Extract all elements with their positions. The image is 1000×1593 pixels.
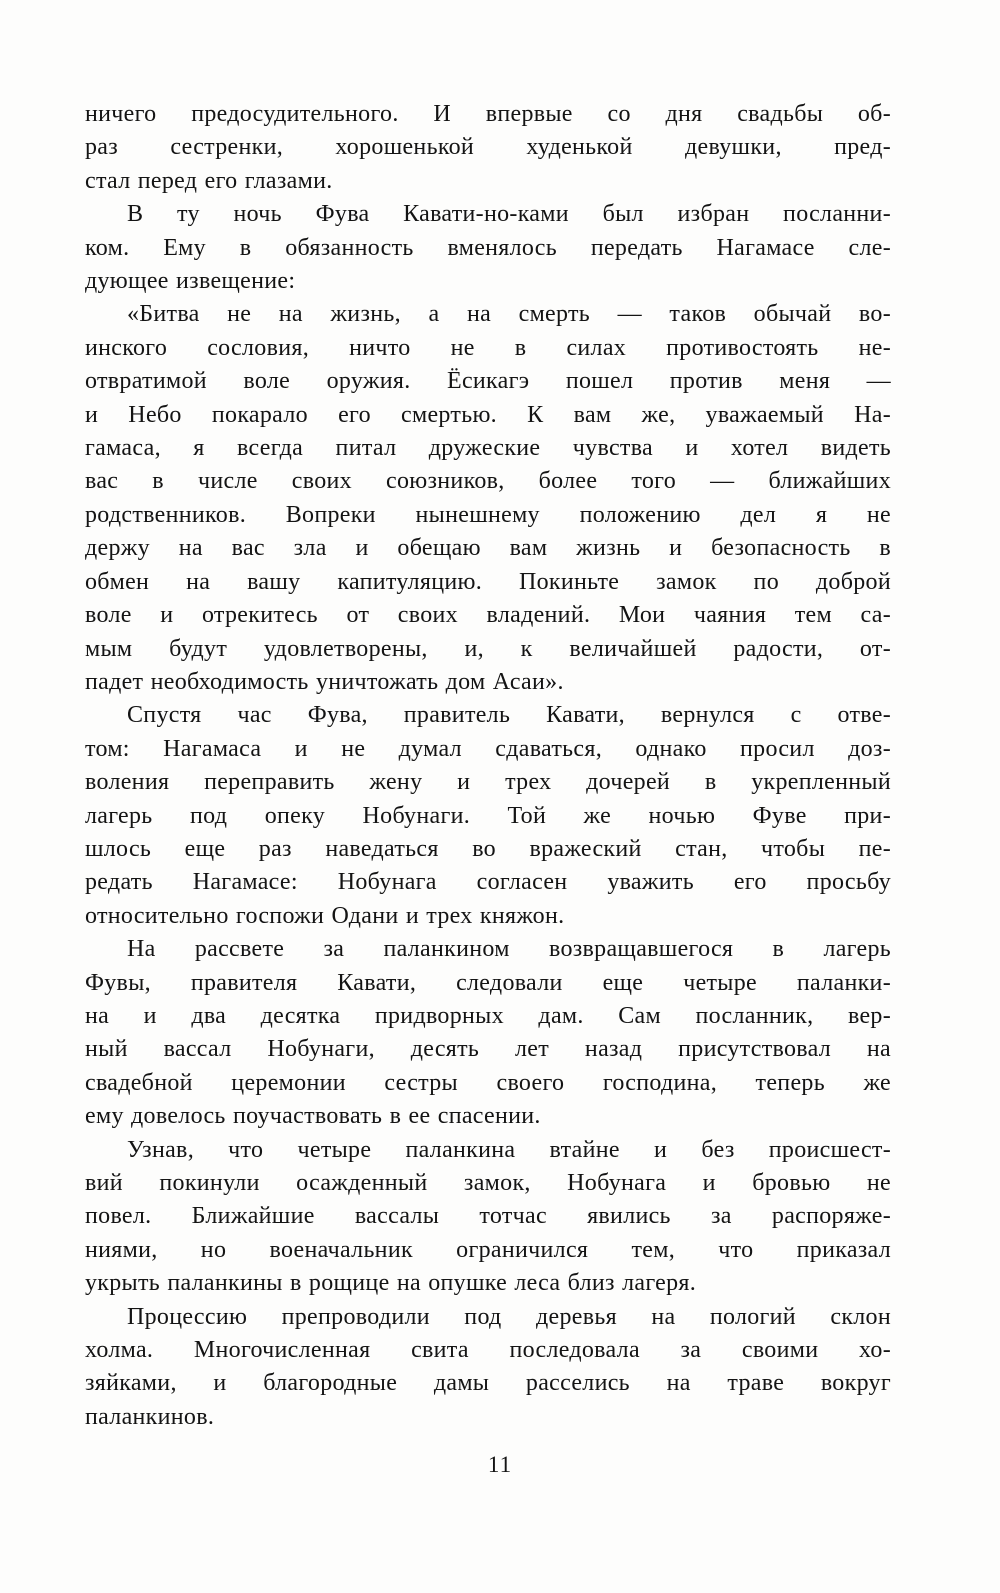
page-number: 11 — [487, 1452, 513, 1477]
text-line: холма. Многочисленная свита последовала за своими хо- — [85, 1337, 891, 1364]
text-line: паланкинов. — [85, 1403, 215, 1430]
text-line: и Небо покарало его смертью. К вам же, уважаемый На- — [85, 401, 891, 428]
paragraph — [85, 1134, 891, 1301]
text-line: ниями, но военачальник ограничился тем, что приказал — [85, 1236, 891, 1263]
text-line: обмен на вашу капитуляцию. Покиньте замок по доброй — [85, 568, 891, 595]
text-line: укрыть паланкины в рощице на опушке леса близ лагеря. — [85, 1270, 697, 1297]
paragraph — [85, 198, 891, 298]
text-line: В ту ночь Фува Кавати-но-ками был избран посланни- — [127, 201, 891, 228]
text-line: воления переправить жену и трех дочерей в укрепленный — [85, 769, 891, 796]
text-line: ный вассал Нобунаги, десять лет назад присутствовал на — [85, 1036, 891, 1063]
text-line: том: Нагамаса и не думал сдаваться, однако просил доз- — [85, 735, 891, 762]
text-line: ему довелось поучаствовать в ее спасении. — [85, 1103, 541, 1130]
text-line: На рассвете за паланкином возвращавшегося в лагерь — [127, 936, 891, 963]
text-line: вас в числе своих союзников, более того — ближайших — [85, 468, 891, 495]
text-line: Процессию препроводили под деревья на пологий склон — [127, 1303, 891, 1330]
text-line: стал перед его глазами. — [85, 167, 333, 194]
text-line: зяйками, и благородные дамы расселись на траве вокруг — [85, 1370, 891, 1397]
text-line: инского сословия, ничто не в силах противостоять не- — [85, 334, 891, 361]
text-line: держу на вас зла и обещаю вам жизнь и безопасность в — [85, 535, 891, 562]
text-line: Узнав, что четыре паланкина втайне и без происшест- — [127, 1136, 891, 1163]
text-line: свадебной церемонии сестры своего господина, теперь же — [85, 1069, 891, 1096]
text-line: отвратимой воле оружия. Ёсикагэ пошел против меня — — [85, 368, 891, 395]
text-line: мым будут удовлетворены, и, к величайшей радости, от- — [85, 635, 891, 662]
text-line: раз сестренки, хорошенькой худенькой девушки, пред- — [85, 134, 891, 161]
text-line: Спустя час Фува, правитель Кавати, вернулся с отве- — [127, 702, 891, 729]
paragraph — [85, 98, 891, 198]
text-line: падет необходимость уничтожать дом Асаи». — [85, 668, 564, 695]
paragraph — [85, 1301, 891, 1435]
paragraph — [85, 933, 891, 1133]
text-line: «Битва не на жизнь, а на смерть — таков обычай во- — [127, 301, 891, 328]
text-line: дующее извещение: — [85, 268, 296, 295]
text-line: относительно госпожи Одани и трех княжон. — [85, 902, 565, 929]
text-line: ком. Ему в обязанность вменялось передать Нагамасе сле- — [85, 234, 891, 261]
text-line: повел. Ближайшие вассалы тотчас явились за распоряже- — [85, 1203, 891, 1230]
text-line: вий покинули осажденный замок, Нобунага и бровью не — [85, 1170, 891, 1196]
text-line: Фувы, правителя Кавати, следовали еще четыре паланки- — [85, 969, 891, 996]
text-line: редать Нагамасе: Нобунага согласен уважить его просьбу — [85, 869, 891, 896]
paragraph — [85, 699, 891, 933]
text-line: родственников. Вопреки нынешнему положению дел я не — [85, 501, 891, 528]
text-line: воле и отрекитесь от своих владений. Мои чаяния тем са- — [85, 602, 891, 629]
text-line: на и два десятка придворных дам. Сам посланник, вер- — [85, 1002, 891, 1029]
text-line: ничего предосудительного. И впервые со дня свадьбы об- — [85, 101, 891, 127]
text-line: лагерь под опеку Нобунаги. Той же ночью Фуве при- — [85, 802, 891, 829]
text-line: шлось еще раз наведаться во вражеский стан, чтобы пе- — [85, 835, 891, 862]
text-line: гамаса, я всегда питал дружеские чувства и хотел видеть — [85, 435, 891, 462]
paragraph — [85, 298, 891, 699]
body-text — [85, 98, 891, 1434]
